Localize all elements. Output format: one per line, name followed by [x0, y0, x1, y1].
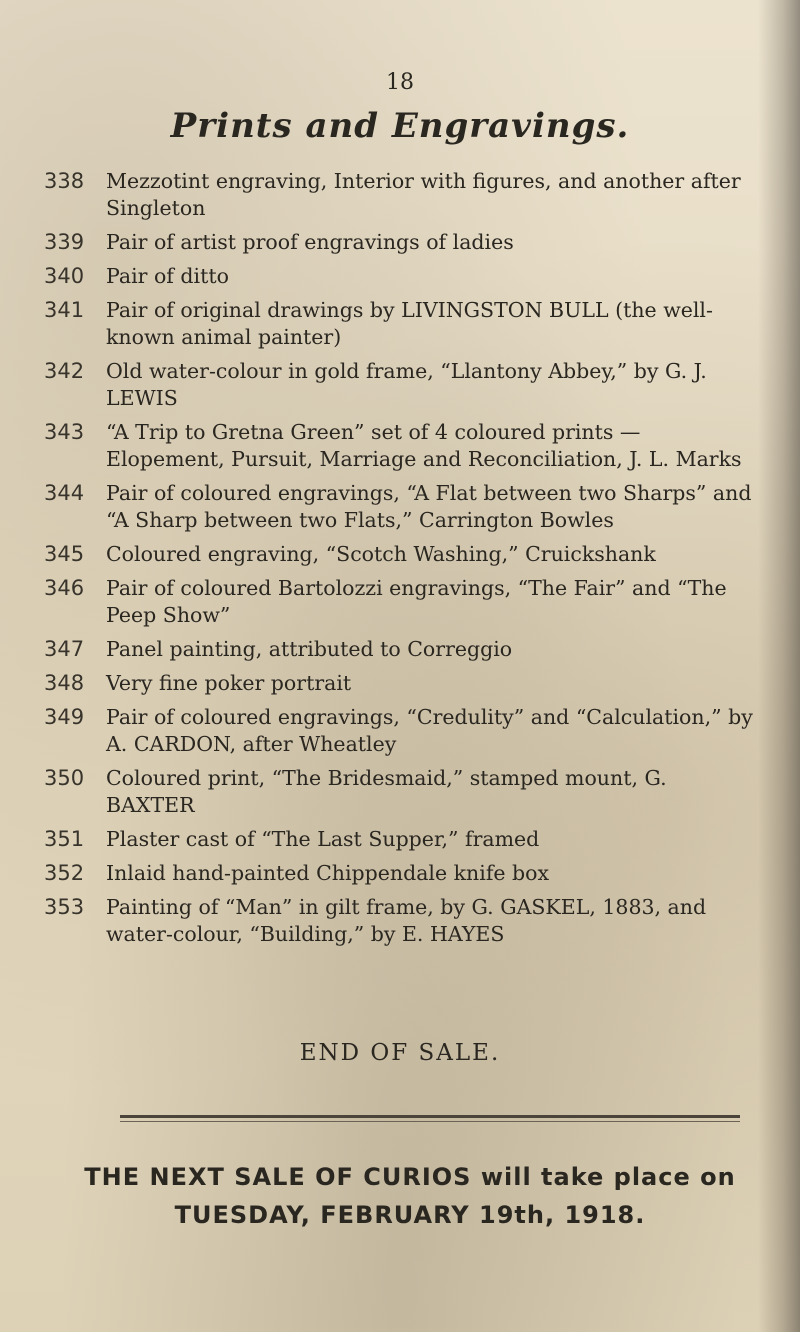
lot-item — [44, 704, 756, 758]
page-number: 18 — [386, 70, 414, 95]
lot-number: 343 — [44, 420, 85, 444]
lot-item — [44, 297, 756, 351]
lot-item — [44, 229, 756, 256]
lot-description: Pair of original drawings by LIVINGSTON BULL (the well-known animal painter) — [106, 298, 713, 349]
section-heading: Prints and Engravings. — [170, 106, 630, 146]
lot-description: Mezzotint engraving, Interior with figures, and another after Singleton — [106, 169, 741, 220]
lot-item — [44, 168, 756, 222]
lot-description: Panel painting, attributed to Correggio — [106, 637, 513, 661]
lot-number: 339 — [44, 230, 85, 254]
page-edge-shadow — [758, 0, 800, 1332]
lot-item — [44, 894, 756, 948]
lot-number: 340 — [44, 264, 85, 288]
lot-item — [44, 419, 756, 473]
lot-description: Pair of ditto — [106, 264, 229, 288]
divider-rule — [120, 1115, 740, 1118]
lot-item — [44, 860, 756, 887]
lot-number: 338 — [44, 169, 85, 193]
lot-description: “A Trip to Gretna Green” set of 4 coloured prints — Elopement, Pursuit, Marriage and Reconciliation, J. L. Marks — [106, 420, 742, 471]
lot-description: Pair of coloured engravings, “Credulity” and “Calculation,” by A. CARDON, after Wheatley — [106, 705, 753, 756]
lot-description: Pair of coloured engravings, “A Flat between two Sharps” and “A Sharp between two Flats,” Carrington Bowles — [106, 481, 752, 532]
lot-list — [44, 168, 756, 955]
end-of-sale-label: END OF SALE. — [299, 1040, 501, 1066]
lot-number: 347 — [44, 637, 85, 661]
next-sale-notice — [70, 1158, 750, 1234]
lot-number: 352 — [44, 861, 85, 885]
lot-item — [44, 541, 756, 568]
lot-number: 353 — [44, 895, 85, 919]
lot-description: Pair of coloured Bartolozzi engravings, “The Fair” and “The Peep Show” — [106, 576, 727, 627]
lot-number: 344 — [44, 481, 85, 505]
lot-item — [44, 358, 756, 412]
lot-number: 348 — [44, 671, 85, 695]
lot-description: Coloured engraving, “Scotch Washing,” Cruickshank — [106, 542, 656, 566]
lot-item — [44, 826, 756, 853]
lot-item — [44, 575, 756, 629]
lot-description: Pair of artist proof engravings of ladies — [106, 230, 514, 254]
lot-item — [44, 670, 756, 697]
lot-item — [44, 480, 756, 534]
divider-rule-thin — [120, 1121, 740, 1122]
lot-description: Inlaid hand-painted Chippendale knife box — [106, 861, 550, 885]
lot-description: Old water-colour in gold frame, “Llantony Abbey,” by G. J. LEWIS — [106, 359, 707, 410]
lot-number: 346 — [44, 576, 85, 600]
lot-description: Very fine poker portrait — [106, 671, 352, 695]
lot-number: 349 — [44, 705, 85, 729]
lot-number: 342 — [44, 359, 85, 383]
next-sale-date: TUESDAY, FEBRUARY 19th, 1918. — [174, 1201, 646, 1229]
lot-item — [44, 636, 756, 663]
lot-description: Plaster cast of “The Last Supper,” framed — [106, 827, 540, 851]
lot-description: Painting of “Man” in gilt frame, by G. GASKEL, 1883, and water-colour, “Building,” by E. HAYES — [106, 895, 707, 946]
lot-number: 351 — [44, 827, 85, 851]
lot-number: 350 — [44, 766, 85, 790]
lot-description: Coloured print, “The Bridesmaid,” stamped mount, G. BAXTER — [106, 766, 667, 817]
next-sale-line: THE NEXT SALE OF CURIOS will take place on — [84, 1163, 736, 1191]
lot-item — [44, 263, 756, 290]
lot-number: 345 — [44, 542, 85, 566]
lot-number: 341 — [44, 298, 85, 322]
lot-item — [44, 765, 756, 819]
